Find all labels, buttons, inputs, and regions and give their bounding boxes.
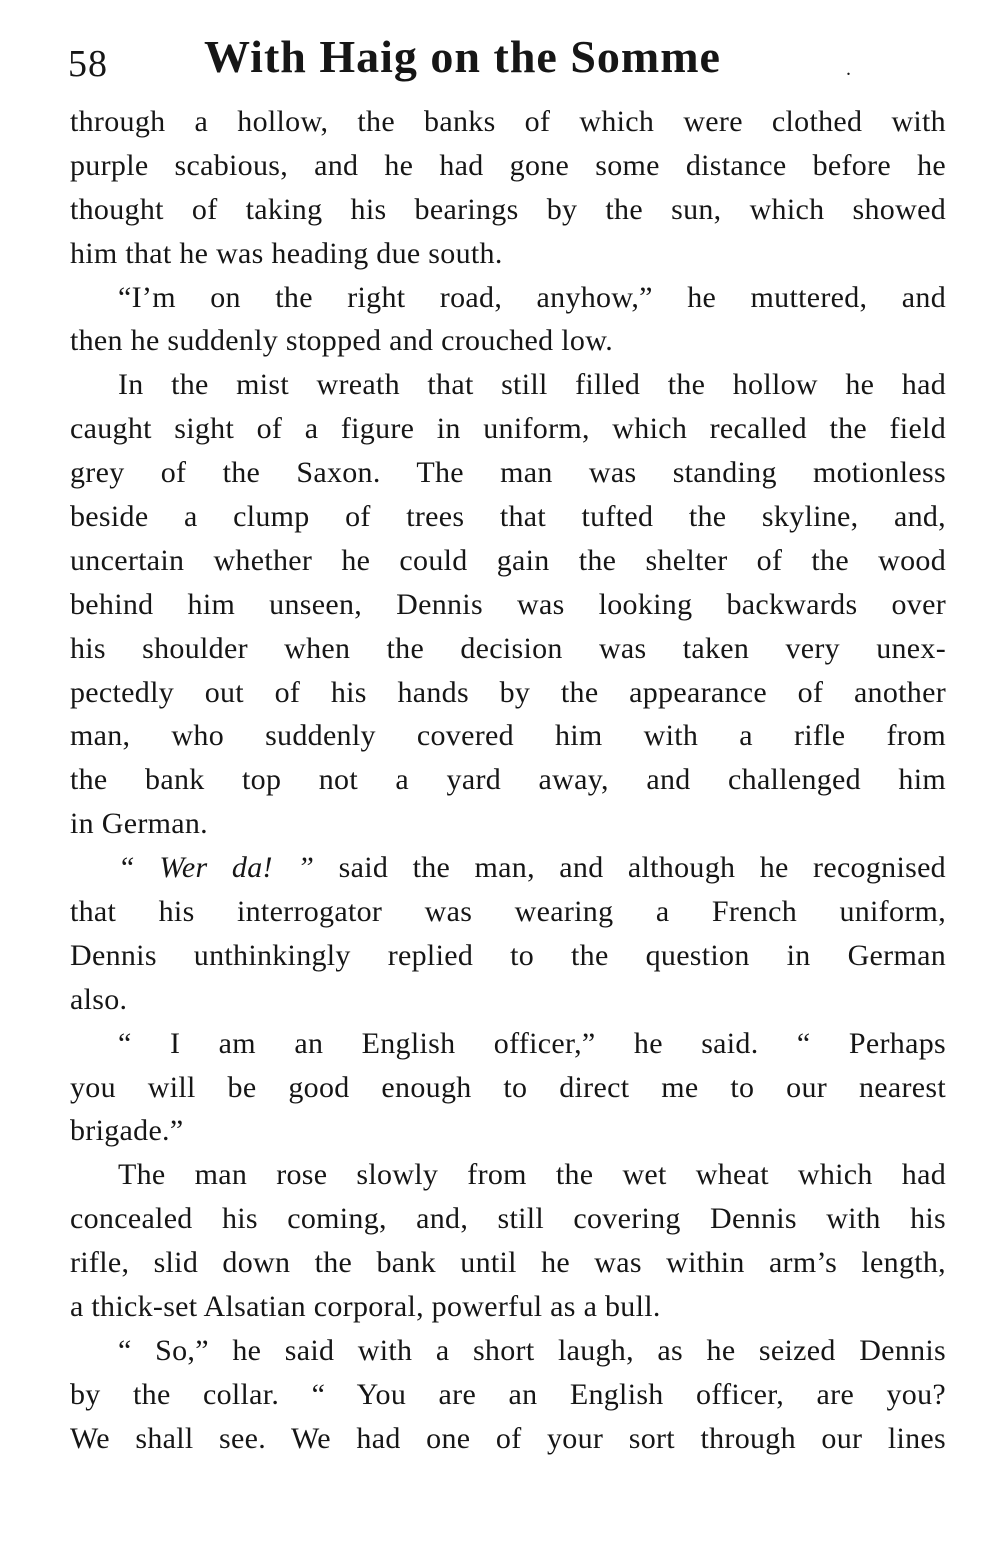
page-number: 58	[68, 43, 108, 85]
text-line: behind him unseen, Dennis was looking backwards over	[70, 587, 946, 621]
text-line: then he suddenly stopped and crouched low.	[70, 324, 614, 358]
text-line: “ So,” he said with a short laugh, as he seized Dennis	[118, 1333, 946, 1367]
text-line: his shoulder when the decision was taken very unex-	[70, 631, 946, 665]
text-line: by the collar. “ You are an English officer, are you?	[70, 1377, 946, 1411]
text-line: beside a clump of trees that tufted the skyline, and,	[70, 500, 946, 534]
text-line: thought of taking his bearings by the sun, which showed	[70, 192, 946, 226]
body-text	[70, 100, 946, 1461]
text-line: rifle, slid down the bank until he was within arm’s length,	[70, 1246, 946, 1280]
text-line-rest: said the man, and although he recognised	[338, 851, 946, 885]
text-line: caught sight of a figure in uniform, which recalled the field	[70, 412, 946, 446]
running-head-title: With Haig on the Somme	[204, 31, 721, 82]
text-line-with-italic	[70, 846, 946, 890]
text-line: the bank top not a yard away, and challenged him	[70, 763, 946, 797]
text-line: uncertain whether he could gain the shelter of the wood	[70, 543, 946, 577]
text-line: “I’m on the right road, anyhow,” he muttered, and	[118, 280, 946, 314]
text-line: man, who suddenly covered him with a rifle from	[70, 719, 946, 753]
text-line: that his interrogator was wearing a French uniform,	[70, 895, 946, 929]
text-line: through a hollow, the banks of which were clothed with	[70, 105, 946, 138]
text-line: grey of the Saxon. The man was standing motionless	[70, 456, 946, 490]
text-line: We shall see. We had one of your sort through our lines	[70, 1421, 946, 1455]
text-line: Dennis unthinkingly replied to the question in German	[70, 938, 946, 972]
text-line: you will be good enough to direct me to our nearest	[70, 1070, 946, 1104]
text-line: brigade.”	[70, 1114, 184, 1148]
text-line: In the mist wreath that still filled the hollow he had	[118, 368, 946, 402]
text-line: concealed his coming, and, still covering Dennis with his	[70, 1202, 946, 1236]
italic-phrase: “ Wer da! ”	[118, 851, 315, 885]
text-line: “ I am an English officer,” he said. “ Perhaps	[118, 1026, 946, 1060]
text-line: in German.	[70, 807, 208, 841]
text-line: purple scabious, and he had gone some distance before he	[70, 148, 946, 182]
page-header	[68, 30, 948, 90]
text-line: him that he was heading due south.	[70, 236, 503, 270]
text-line: pectedly out of his hands by the appearance of another	[70, 675, 946, 709]
text-line: The man rose slowly from the wet wheat which had	[118, 1158, 946, 1192]
text-line: also.	[70, 982, 128, 1016]
text-line: a thick-set Alsatian corporal, powerful as a bull.	[70, 1290, 661, 1324]
header-stray-mark: .	[846, 58, 851, 80]
